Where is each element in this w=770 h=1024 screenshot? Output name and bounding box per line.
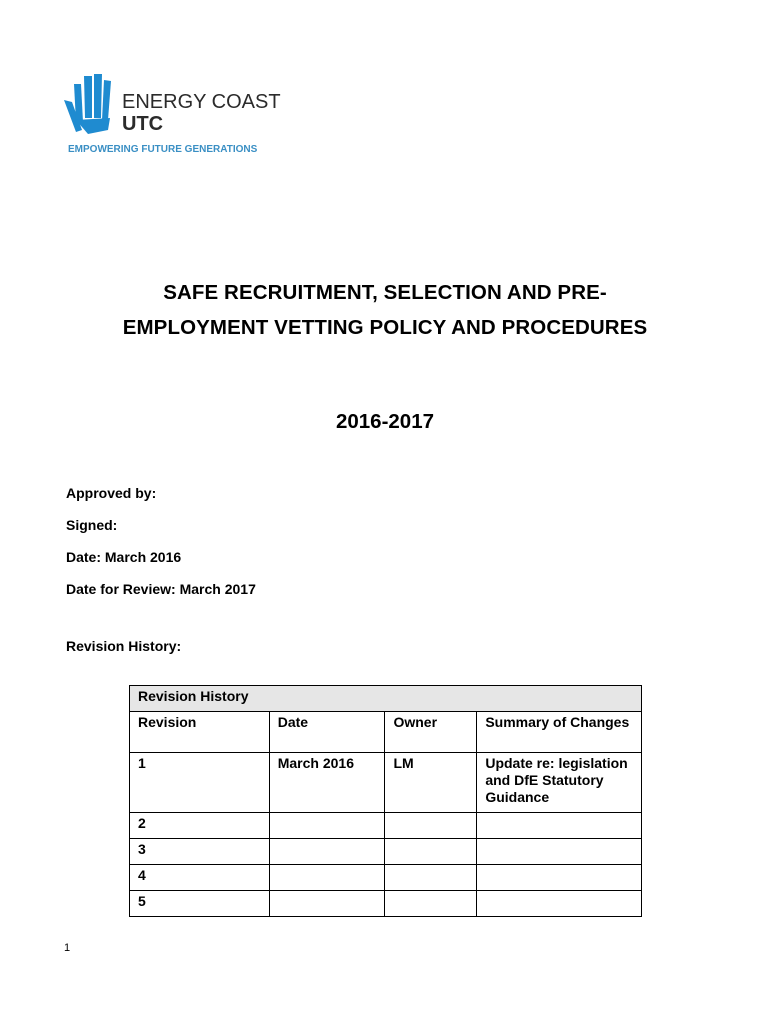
table-cell: 3: [130, 839, 270, 865]
document-title-line1: SAFE RECRUITMENT, SELECTION AND PRE-: [163, 281, 607, 304]
table-row: [130, 839, 642, 865]
table-row: [130, 753, 642, 813]
table-cell: [269, 839, 385, 865]
energy-coast-utc-logo: [64, 72, 284, 158]
table-cell: March 2016: [269, 753, 385, 813]
approved-by-label: Approved by:: [66, 485, 157, 501]
logo-line2: UTC: [122, 113, 164, 135]
page-number: 1: [64, 942, 71, 954]
table-cell: [477, 813, 642, 839]
column-header: Revision: [130, 712, 270, 753]
column-header: Owner: [385, 712, 477, 753]
table-cell: [477, 891, 642, 917]
logo-tagline: EMPOWERING FUTURE GENERATIONS: [68, 144, 258, 155]
hand-icon: [64, 74, 111, 134]
table-cell: [385, 839, 477, 865]
table-cell: 5: [130, 891, 270, 917]
table-cell: 1: [130, 753, 270, 813]
table-cell: [269, 813, 385, 839]
review-date-label: Date for Review: March 2017: [66, 581, 256, 597]
table-cell: Update re: legislation and DfE Statutory Guidance: [477, 753, 642, 813]
table-cell: [385, 891, 477, 917]
column-header: Summary of Changes: [477, 712, 642, 753]
table-cell: [477, 865, 642, 891]
table-cell: [385, 813, 477, 839]
table-cell: 2: [130, 813, 270, 839]
table-caption: Revision History: [130, 686, 642, 712]
signed-label: Signed:: [66, 517, 118, 533]
table-row: [130, 891, 642, 917]
table-cell: [385, 865, 477, 891]
table-cell: [269, 865, 385, 891]
document-title-line2: EMPLOYMENT VETTING POLICY AND PROCEDURES: [122, 316, 648, 339]
logo-line1: ENERGY COAST: [122, 91, 281, 113]
table-cell: [477, 839, 642, 865]
revision-history-table: [129, 685, 642, 917]
table-cell: 4: [130, 865, 270, 891]
date-label: Date: March 2016: [66, 549, 182, 565]
table-row: [130, 813, 642, 839]
revision-history-label: Revision History:: [66, 638, 182, 654]
document-year: 2016-2017: [335, 410, 435, 433]
table-row: [130, 865, 642, 891]
column-header: Date: [269, 712, 385, 753]
table-cell: [269, 891, 385, 917]
table-cell: LM: [385, 753, 477, 813]
